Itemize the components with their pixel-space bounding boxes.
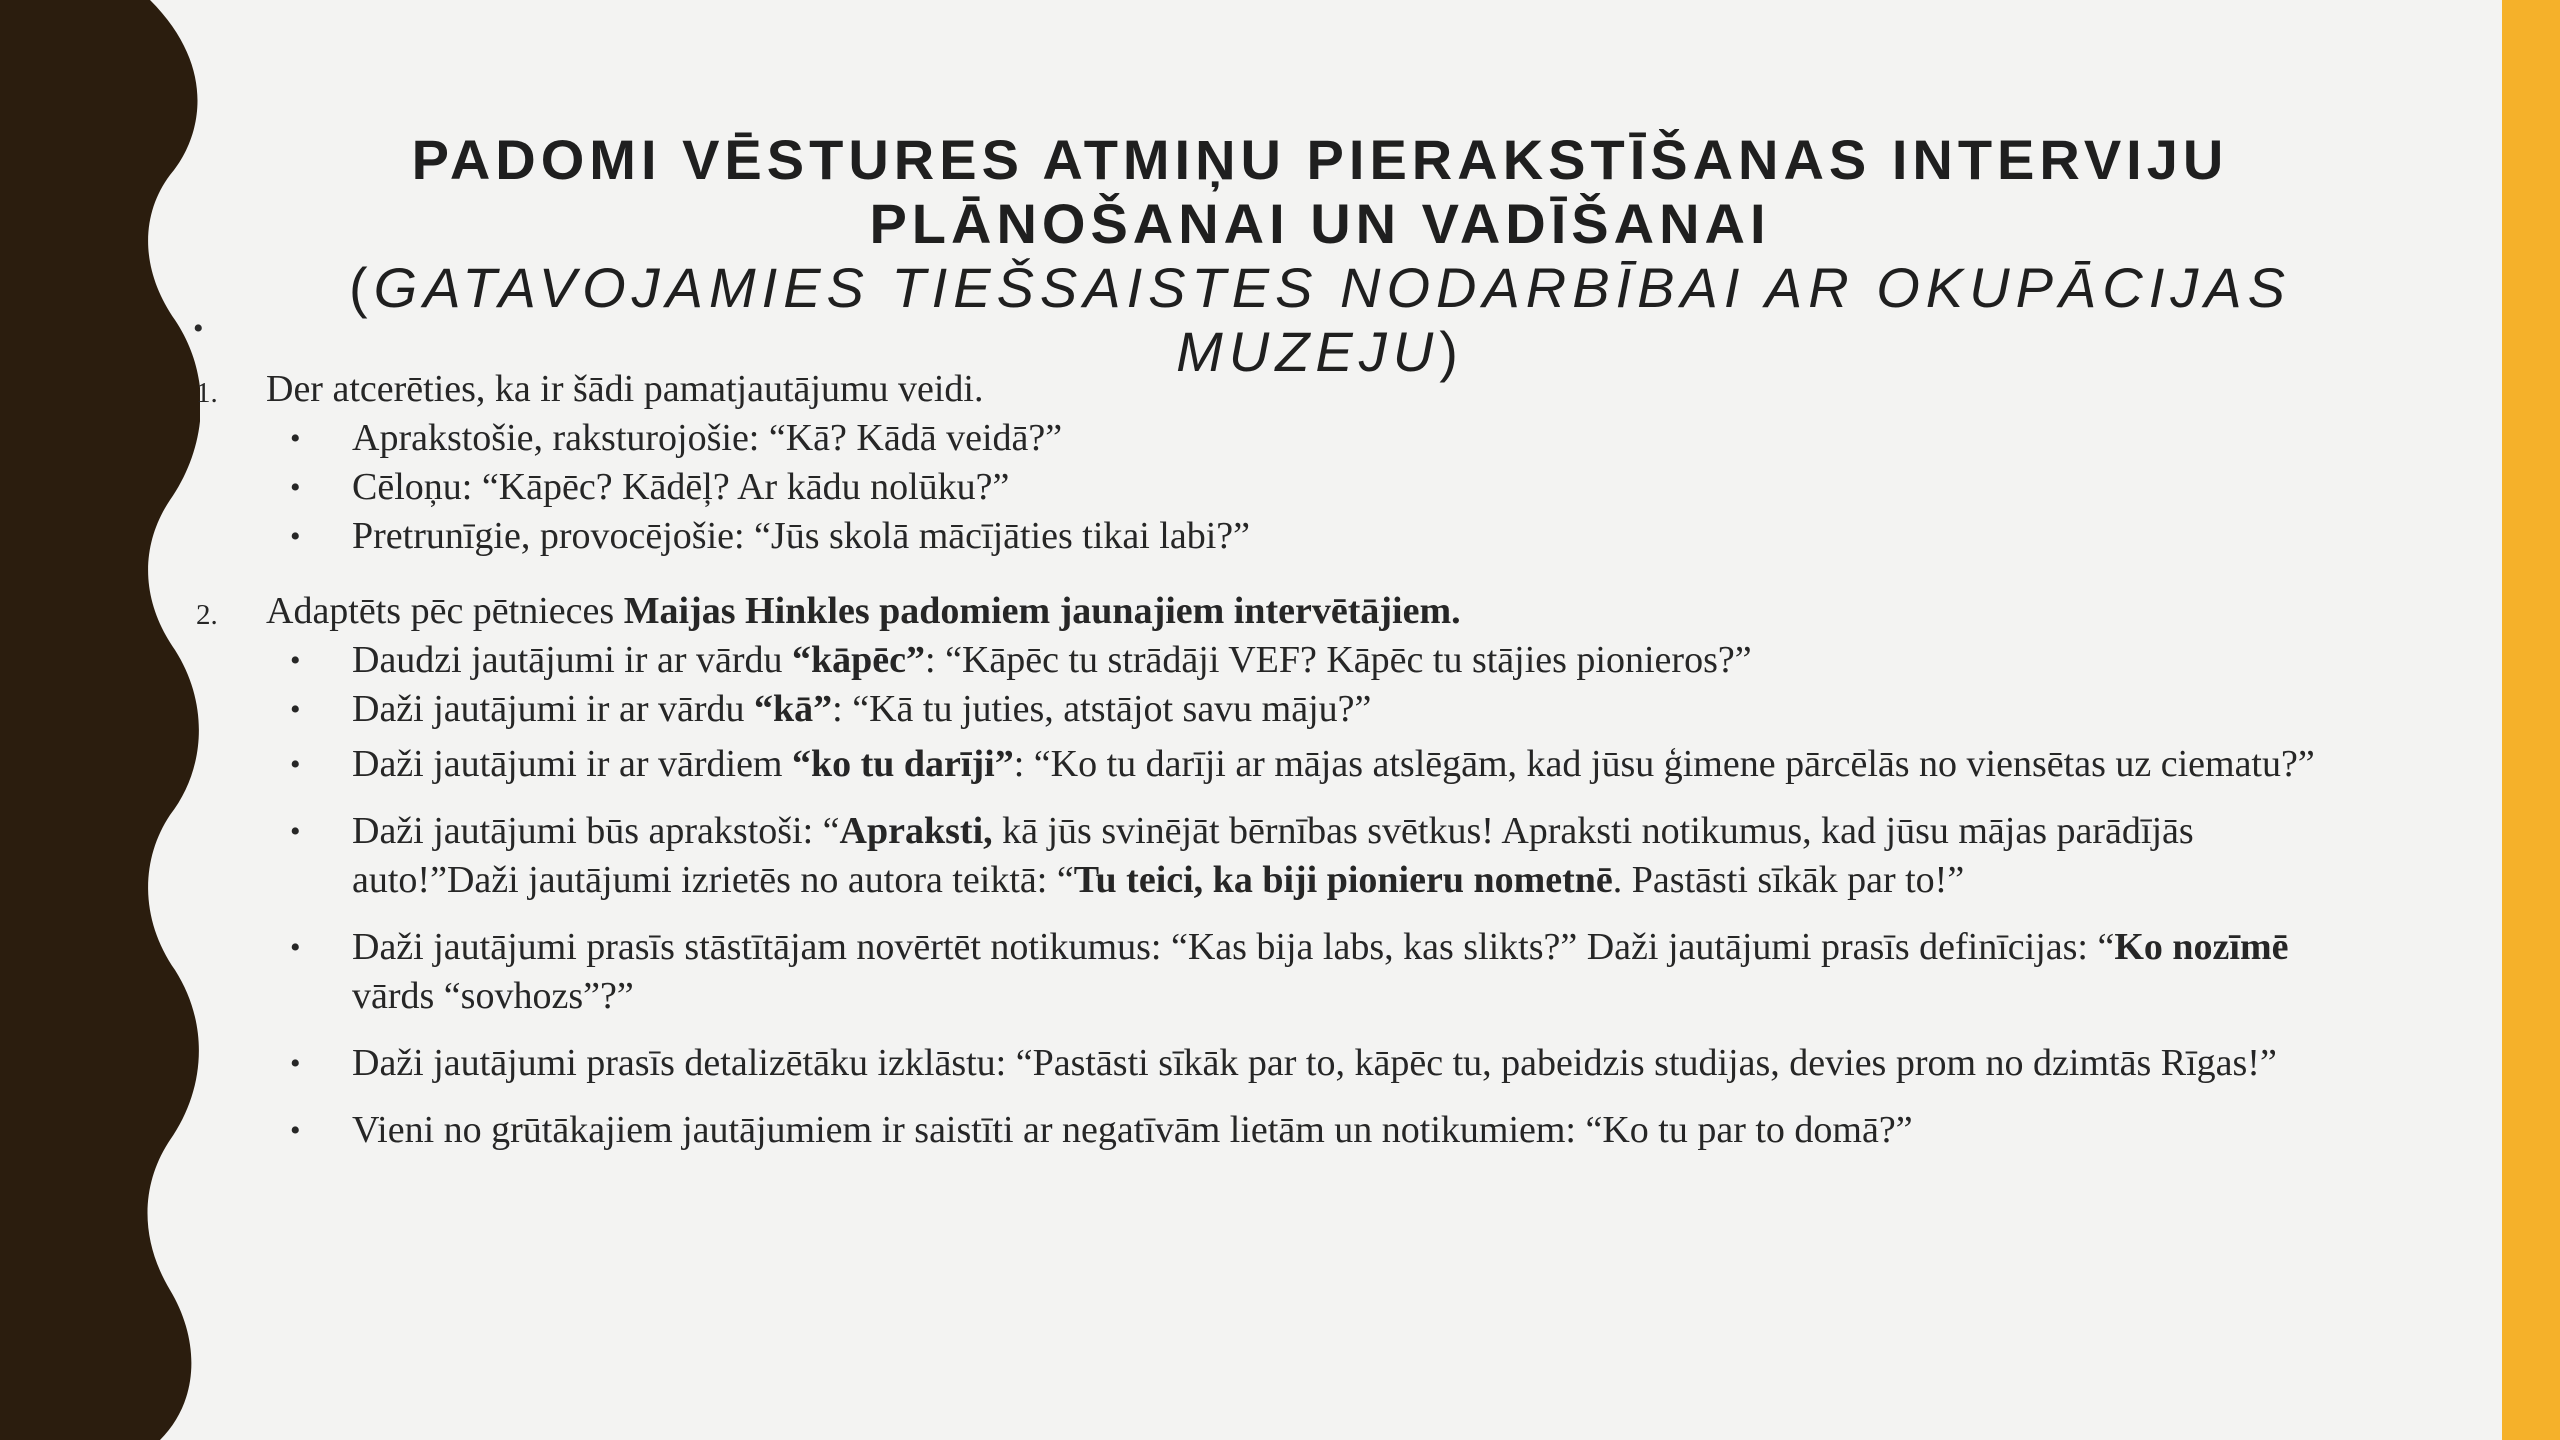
item-number: 2. [196, 599, 218, 631]
list-item [190, 685, 2350, 734]
slide-title [300, 128, 2340, 384]
text-bold: Ko nozīmē [2114, 926, 2289, 968]
bullet-icon: • [290, 1114, 301, 1147]
title-line-1: PADOMI VĒSTURES ATMIŅU PIERAKSTĪŠANAS INTERVIJU [411, 128, 2229, 191]
list-item [190, 463, 2350, 512]
list-item-text: Pretrunīgie, provocējošie: “Jūs skolā mācījāties tikai labi?” [352, 515, 1251, 557]
item-number: 1. [196, 377, 218, 409]
text-part: . Pastāsti sīkāk par to!” [1612, 859, 1965, 901]
list-item-text [272, 685, 2350, 734]
bullet-icon: • [290, 422, 301, 455]
list-item [190, 414, 2350, 463]
bullet-list-2 [190, 636, 2350, 1155]
item-text: Adaptēts pēc pētnieces [266, 590, 624, 632]
list-item-text: Aprakstošie, raksturojošie: “Kā? Kādā veidā?” [352, 417, 1063, 459]
text-part: vārds “sovhozs”?” [352, 975, 634, 1017]
text-part: Daži jautājumi ir ar vārdu [352, 688, 755, 730]
text-part: Daži jautājumi ir ar vārdiem [352, 743, 792, 785]
subtitle-open-paren: ( [349, 256, 374, 319]
list-item [190, 740, 2350, 789]
bullet-icon: • [290, 471, 301, 504]
bullet-icon: • [290, 1047, 301, 1080]
list-item-text [272, 923, 2350, 1021]
list-item-text [272, 740, 2350, 789]
item-text: Der atcerēties, ka ir šādi pamatjautājumu veidi. [266, 368, 984, 410]
list-item [190, 923, 2350, 1021]
item-text-bold: Maijas Hinkles padomiem jaunajiem intervētājiem. [623, 590, 1461, 632]
right-accent-bar [2502, 0, 2560, 1440]
list-item-text: Daži jautājumi prasīs detalizētāku izklāstu: “Pastāsti sīkāk par to, kāpēc tu, pabeidzis studijas, devies prom no dzimtās Rīgas!” [352, 1042, 2277, 1084]
list-item [190, 807, 2350, 905]
numbered-item-2 [190, 587, 2350, 636]
subtitle-text: GATAVOJAMIES TIEŠSAISTES NODARBĪBAI AR OKUPĀCIJAS [373, 256, 2291, 319]
title-subtitle [300, 256, 2340, 320]
numbered-item-1 [190, 365, 2350, 414]
list-item [190, 1106, 2350, 1155]
bullet-icon: • [290, 520, 301, 553]
title-line-2: PLĀNOŠANAI UN VADĪŠANAI [869, 192, 1771, 255]
text-part: kā jūs svinējāt bērnības svētkus! Apraksti notikumus, kad jūsu mājas parādījās auto!”Daži jautājumi izrietēs no autora teiktā: “ [352, 810, 2194, 901]
list-item-text: Cēloņu: “Kāpēc? Kādēļ? Ar kādu nolūku?” [352, 466, 1010, 508]
list-item [190, 512, 2350, 561]
subtitle-close-paren: ) [1439, 320, 1464, 383]
bullet-icon: • [290, 748, 301, 781]
list-item [190, 1039, 2350, 1088]
bullet-icon: • [290, 931, 301, 964]
bullet-icon: • [290, 693, 301, 726]
text-bold: Apraksti, [839, 810, 993, 852]
text-part: Daži jautājumi prasīs stāstītājam novērtēt notikumus: “Kas bija labs, kas slikts?” Daži jautājumi prasīs definīcijas: “ [352, 926, 2115, 968]
text-bold: “ko tu darīji” [792, 743, 1014, 785]
text-part: Daži jautājumi būs aprakstoši: “ [352, 810, 840, 852]
stray-bullet: • [193, 312, 204, 345]
text-bold: “kāpēc” [792, 639, 926, 681]
left-wave-decoration [0, 0, 200, 1440]
text-part: : “Kāpēc tu strādāji VEF? Kāpēc tu stājies pionieros?” [925, 639, 1752, 681]
bullet-list-1 [190, 414, 2350, 561]
subtitle-text-2: MUZEJU [1176, 320, 1440, 383]
bullet-icon: • [290, 644, 301, 677]
list-item [190, 636, 2350, 685]
bullet-icon: • [290, 815, 301, 848]
text-part: Daudzi jautājumi ir ar vārdu [352, 639, 793, 681]
text-part: : “Kā tu juties, atstājot savu māju?” [832, 688, 1372, 730]
text-bold: Tu teici, ka biji pionieru nometnē [1073, 859, 1613, 901]
text-bold: “kā” [754, 688, 833, 730]
list-item-text [272, 807, 2350, 905]
text-part: : “Ko tu darīji ar mājas atslēgām, kad jūsu ģimene pārcēlās no viensētas uz ciematu?” [1013, 743, 2315, 785]
slide-content [190, 365, 2350, 1155]
list-item-text [272, 636, 2350, 685]
list-item-text: Vieni no grūtākajiem jautājumiem ir saistīti ar negatīvām lietām un notikumiem: “Ko tu par to domā?” [352, 1109, 1913, 1151]
